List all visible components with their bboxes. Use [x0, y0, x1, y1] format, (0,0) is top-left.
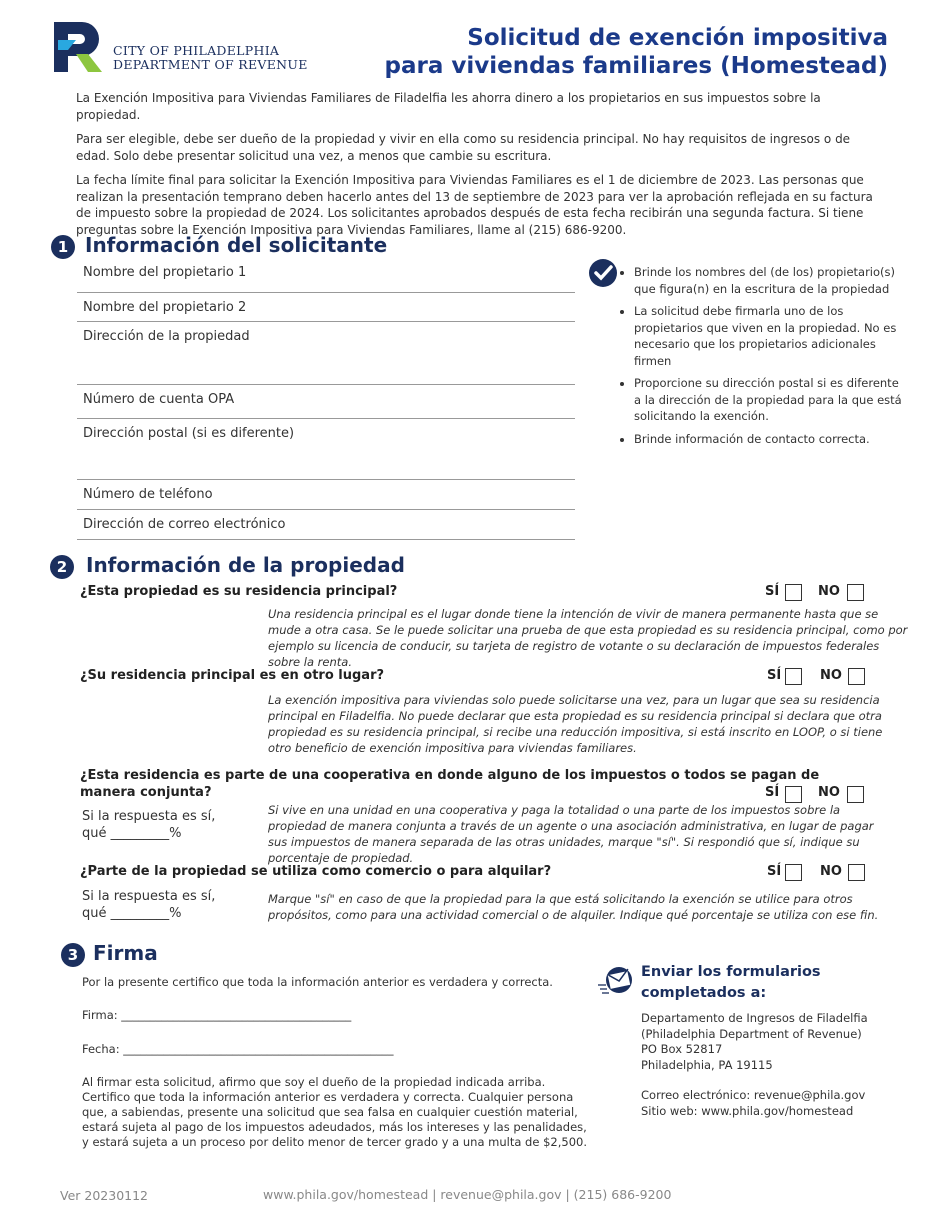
- intro-paragraph: La Exención Impositiva para Viviendas Familiares de Filadelfia les ahorra dinero a los propietarios en sus impuestos sobre la propiedad.: [76, 91, 821, 122]
- mail-website: Sitio web: www.phila.gov/homestead: [641, 1103, 854, 1118]
- no-label: NO: [818, 785, 840, 800]
- question-note: Una residencia principal es el lugar donde tiene la intención de vivir de manera permanente hasta que se mude a otra casa. Se le puede solicitar una prueba de que esta propiedad es su residencia principal, como por ejemplo su licencia de conducir, su tarjeta de registro de votante o su declaración de impuestos federales sobre la renta.: [268, 607, 908, 669]
- section-number: 1: [51, 235, 75, 259]
- mail-address: Departamento de Ingresos de Filadelfia (Philadelphia Department of Revenue) PO Box 52817 Philadelphia, PA 19115 Correo electrónico: revenue@phila.gov Sitio web: www.phila.gov/homestead: [641, 1011, 868, 1118]
- question-note: Marque "sí" en caso de que la propiedad para la que está solicitando la exención se utilice para otros propósitos, como para una actividad comercial o de alquiler. Indique qué porcentaje se utiliza con ese fin.: [268, 892, 879, 922]
- question-other-residence: ¿Su residencia principal es en otro lugar?: [80, 668, 385, 683]
- legal-text: Al firmar esta solicitud, afirmo que soy el dueño de la propiedad indicada arriba. Certifico que toda la información anterior es verdadera y correcta. Cualquier persona que, a sabiendas, presente una solicitud que sea falsa en cualquier cuestión material, estará sujeta al pago de los impuestos adeudados, más los intereses y las penalidades, y estará sujeta a un proceso por delito menor de tercer grado y a una multa de $2,500.: [82, 1075, 587, 1149]
- section-number: 3: [61, 943, 85, 967]
- intro-paragraph: Para ser elegible, debe ser dueño de la propiedad y vivir en ella como su residencia principal. No hay requisitos de ingresos o de edad. Solo debe presentar solicitud una vez, a menos que cambie su escritura.: [76, 132, 851, 163]
- no-checkbox[interactable]: [848, 864, 865, 881]
- philadelphia-logo: [54, 22, 106, 72]
- question-primary-residence: ¿Esta propiedad es su residencia principal?: [80, 584, 398, 599]
- phone-field[interactable]: Número de teléfono: [77, 480, 575, 510]
- signature-line[interactable]: Firma: ________________________________________: [82, 1008, 352, 1022]
- yes-checkbox[interactable]: [785, 668, 802, 685]
- no-label: NO: [818, 584, 840, 599]
- email-field[interactable]: Dirección de correo electrónico: [77, 510, 575, 540]
- list-item: • La solicitud debe firmarla uno de los propietarios que viven en la propiedad. No es necesario que los propietarios adicionales firmen: [634, 303, 902, 369]
- mail-email: Correo electrónico: revenue@phila.gov: [641, 1088, 866, 1102]
- no-checkbox[interactable]: [847, 584, 864, 601]
- checkmark-icon: [588, 257, 620, 289]
- yes-label: SÍ: [767, 668, 782, 683]
- tips-list: [622, 264, 902, 453]
- list-item: • Brinde información de contacto correcta.: [634, 431, 902, 448]
- section-title: Información de la propiedad: [86, 553, 405, 577]
- no-checkbox[interactable]: [848, 668, 865, 685]
- section-number: 2: [50, 555, 74, 579]
- question-note: Si vive en una unidad en una cooperativa y paga la totalidad o una parte de los impuestos sobre la propiedad de manera conjunta a través de un agente o una asociación administrativa, en lugar de pagar sus impuestos de manera separada de las otras unidades, marque "sí". Si respondió que sí, indique su porcentaje de propiedad.: [268, 803, 874, 865]
- mailing-address-field[interactable]: Dirección postal (si es diferente): [77, 419, 575, 480]
- version-label: Ver 20230112: [60, 1188, 149, 1203]
- yes-label: SÍ: [765, 785, 780, 800]
- property-address-field[interactable]: Dirección de la propiedad: [77, 322, 575, 385]
- question-cooperative: ¿Esta residencia es parte de una cooperativa en donde alguno de los impuestos o todos se pagan de manera conjunta?: [80, 768, 820, 800]
- yes-checkbox[interactable]: [785, 584, 802, 601]
- intro-paragraph: La fecha límite final para solicitar la Exención Impositiva para Viviendas Familiares es el 1 de diciembre de 2023. Las personas que realizan la presentación temprano deben hacerlo antes del 13 de septiembre de 2023 para ver la aprobación reflejada en su factura de impuesto sobre la propiedad de 2024. Los solicitantes aprobados después de esta fecha recibirán una segunda factura. Si tiene preguntas sobre la Exención Impositiva para Viviendas Familiares, llame al (215) 686-9200.: [76, 173, 873, 237]
- opa-account-field[interactable]: Número de cuenta OPA: [77, 385, 575, 419]
- list-item: • Brinde los nombres del (de los) propietario(s) que figura(n) en la escritura de la propiedad: [634, 264, 902, 297]
- no-label: NO: [820, 668, 842, 683]
- cooperative-percentage[interactable]: Si la respuesta es sí, qué _________%: [82, 809, 216, 841]
- page-title: Solicitud de exención impositiva para viviendas familiares (Homestead): [384, 25, 888, 79]
- section-title: Información del solicitante: [85, 233, 388, 257]
- intro-text: [76, 90, 884, 238]
- question-commercial-use: ¿Parte de la propiedad se utiliza como comercio o para alquilar?: [80, 864, 552, 879]
- yes-checkbox[interactable]: [785, 864, 802, 881]
- owner2-name-field[interactable]: Nombre del propietario 2: [77, 293, 575, 322]
- question-note: La exención impositiva para viviendas solo puede solicitarse una vez, para un lugar que sea su residencia principal en Filadelfia. No puede declarar que esta propiedad es su residencia principal si declara que otra propiedad es su residencia principal, si recibe una reducción impositiva, si está inscrito en LOOP, o si tiene otro beneficio de exención impositiva para viviendas familiares.: [268, 693, 883, 755]
- owner1-name-field[interactable]: Nombre del propietario 1: [77, 258, 575, 293]
- date-line[interactable]: Fecha: _______________________________________________: [82, 1042, 394, 1056]
- city-name: CITY OF PHILADELPHIA: [113, 43, 280, 58]
- yes-label: SÍ: [767, 864, 782, 879]
- yes-checkbox[interactable]: [785, 786, 802, 803]
- section-title: Firma: [93, 941, 158, 965]
- footer-contact: www.phila.gov/homestead | revenue@phila.gov | (215) 686-9200: [263, 1187, 672, 1202]
- logo-text: [113, 44, 308, 72]
- no-checkbox[interactable]: [847, 786, 864, 803]
- yes-label: SÍ: [765, 584, 780, 599]
- mail-heading: Enviar los formularios completados a:: [641, 964, 821, 1001]
- no-label: NO: [820, 864, 842, 879]
- commercial-percentage[interactable]: Si la respuesta es sí, qué _________%: [82, 889, 216, 921]
- department-name: DEPARTMENT OF REVENUE: [113, 57, 308, 72]
- certify-text: Por la presente certifico que toda la información anterior es verdadera y correcta.: [82, 975, 553, 989]
- list-item: • Proporcione su dirección postal si es diferente a la dirección de la propiedad para la que está solicitando la exención.: [634, 375, 902, 425]
- envelope-icon: [597, 965, 635, 997]
